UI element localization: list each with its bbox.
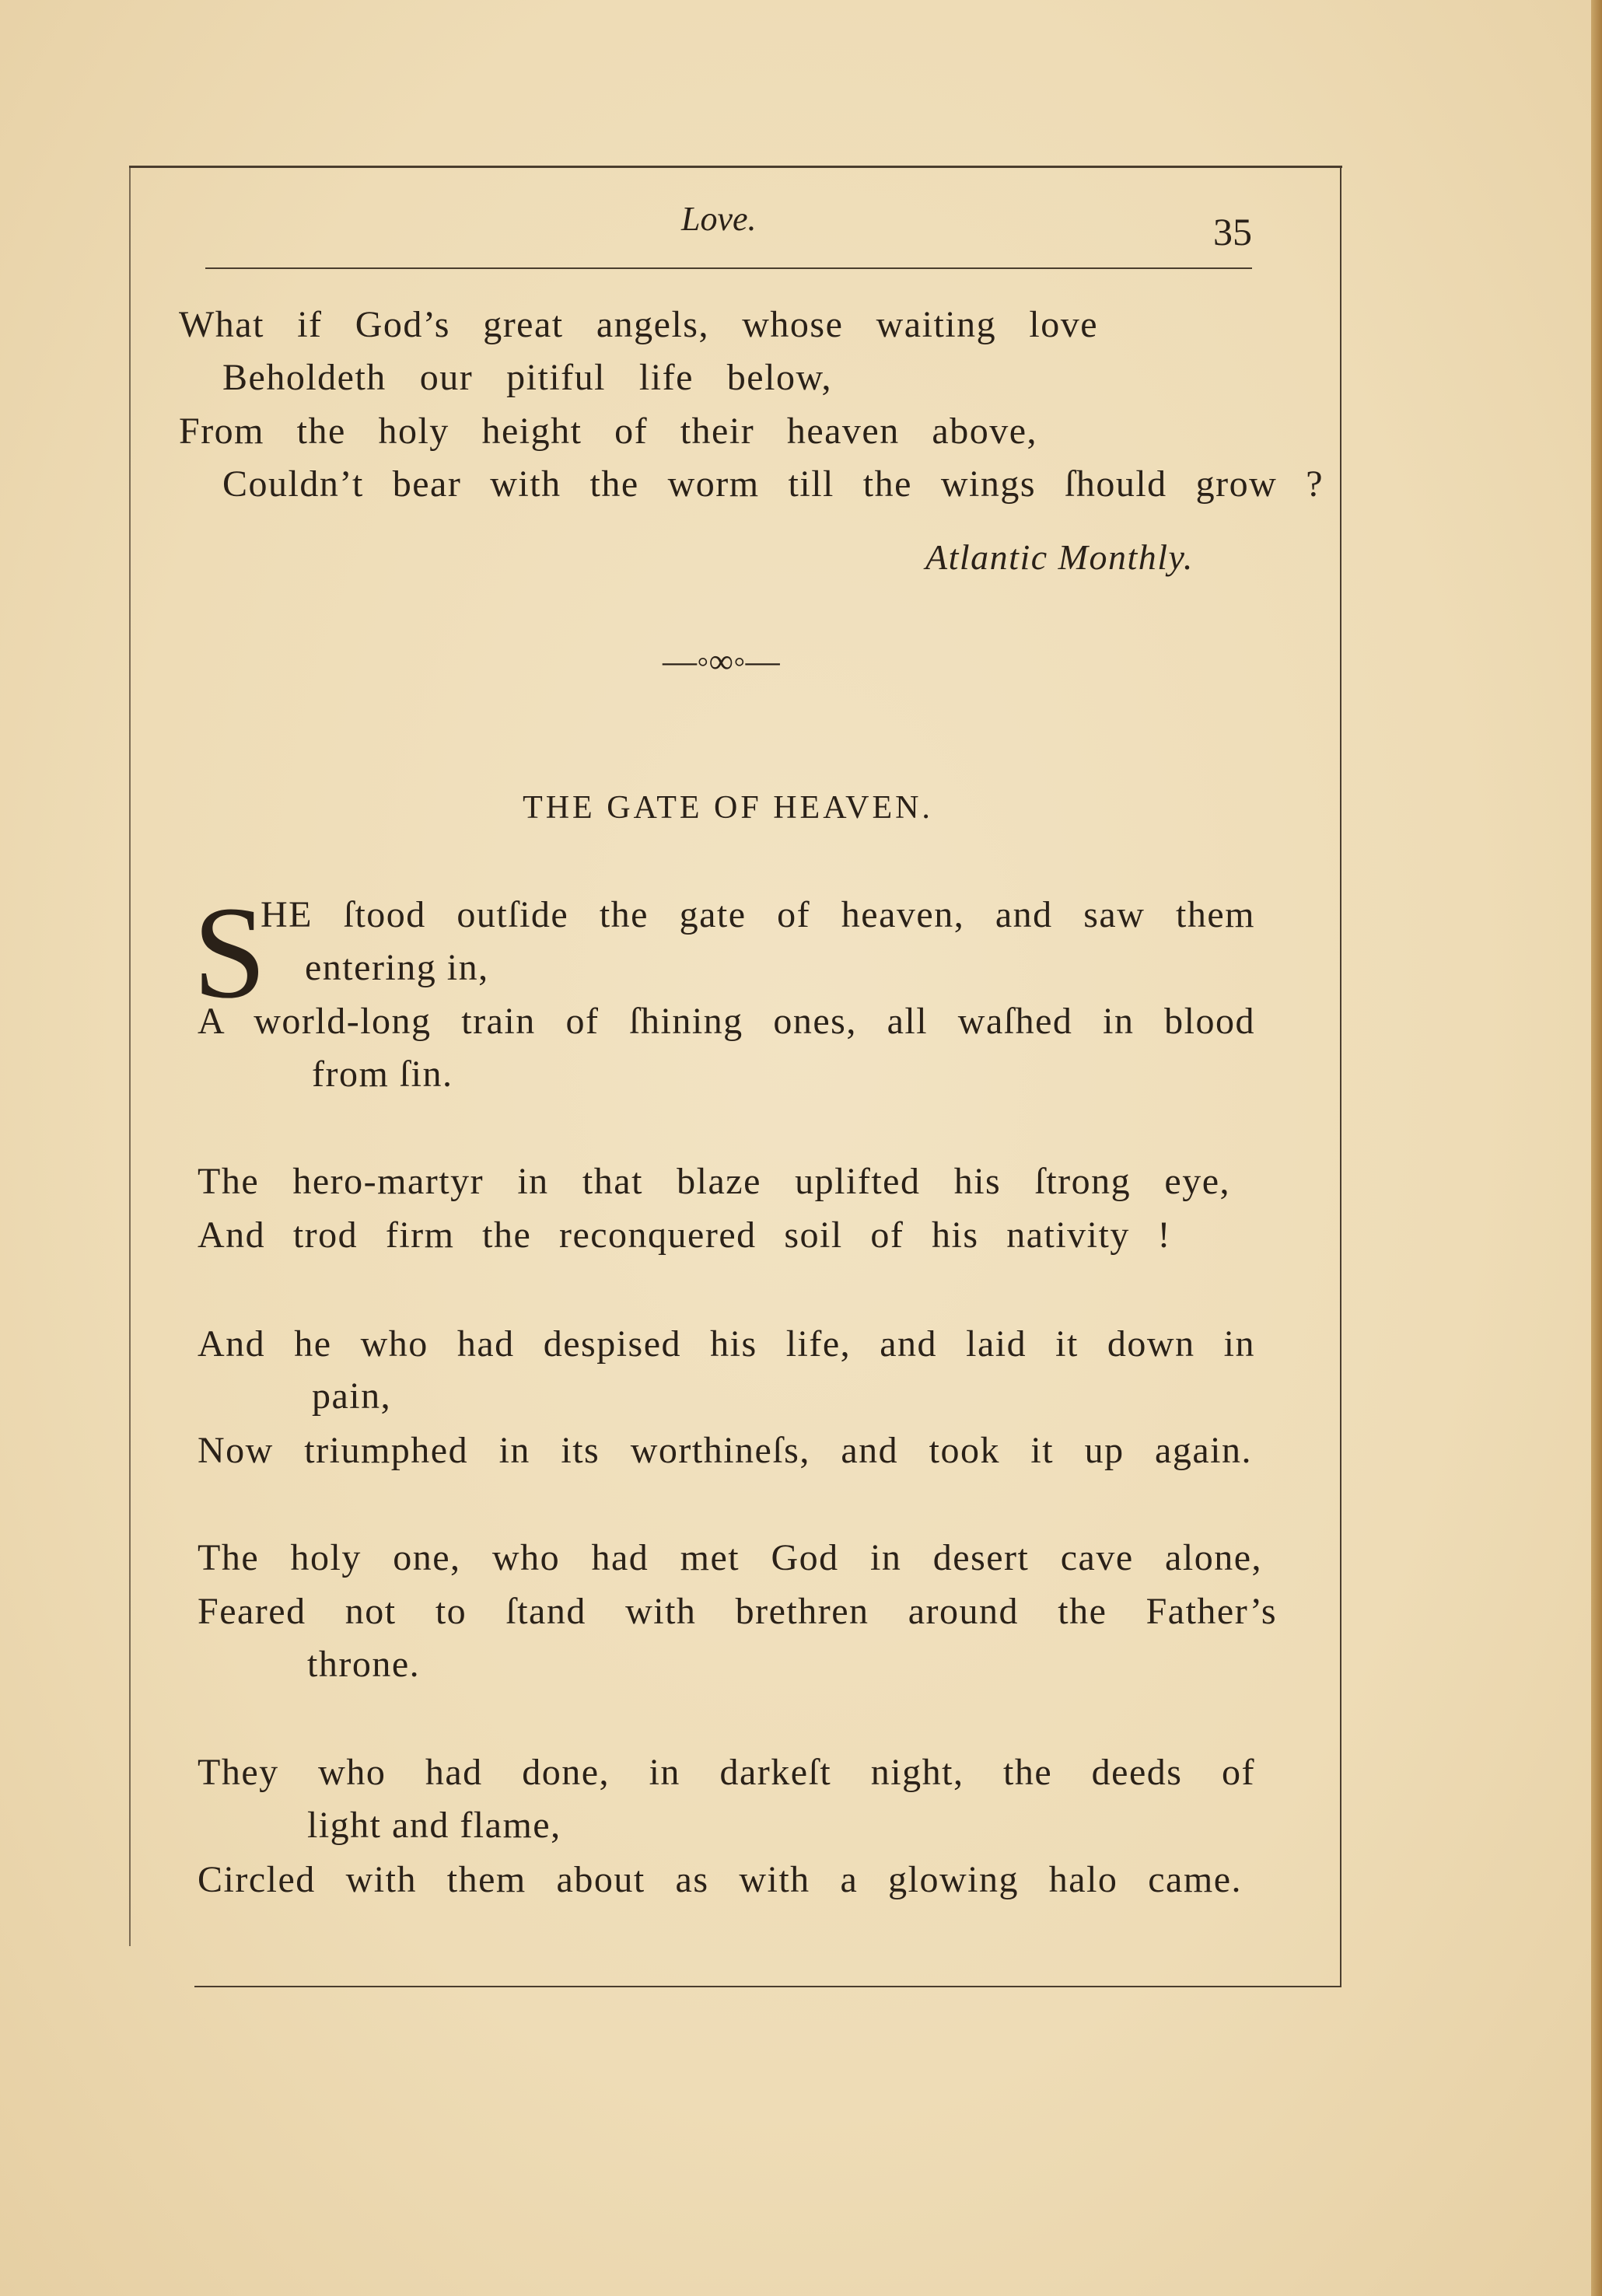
poem-line: And he who had despised his life, and laid it down in xyxy=(198,1323,1255,1365)
ornament-divider: —◦∞◦— xyxy=(663,642,780,680)
attribution: Atlantic Monthly. xyxy=(925,537,1194,577)
poem-line: from ſin. xyxy=(312,1054,453,1095)
page-edge xyxy=(1591,0,1602,2296)
frame-left-rule xyxy=(129,166,131,1946)
running-title: Love. xyxy=(681,200,757,238)
poem-line: They who had done, in darkeſt night, the deeds of xyxy=(198,1752,1255,1793)
poem-line: From the holy height of their heaven above, xyxy=(179,411,1037,452)
header-rule xyxy=(205,267,1252,269)
poem-line: light and flame, xyxy=(307,1805,561,1846)
frame-right-rule xyxy=(1340,166,1341,1987)
poem-line: What if God’s great angels, whose waiting love xyxy=(179,304,1098,345)
drop-cap: S xyxy=(193,879,267,1026)
poem-line: Couldn’t bear with the worm till the wings ſhould grow ? xyxy=(222,463,1324,505)
poem-line: throne. xyxy=(307,1644,421,1685)
poem-line: The holy one, who had met God in desert cave alone, xyxy=(198,1537,1262,1578)
poem-line: Beholdeth our pitiful life below, xyxy=(222,357,832,398)
poem-line: The hero-martyr in that blaze uplifted his ſtrong eye, xyxy=(198,1161,1230,1202)
poem-line: A world-long train of ſhining ones, all waſhed in blood xyxy=(198,1001,1255,1042)
poem-line: And trod firm the reconquered soil of his nativity ! xyxy=(198,1214,1171,1256)
poem-title: THE GATE OF HEAVEN. xyxy=(523,790,933,826)
poem-line: HE ſtood outſide the gate of heaven, and saw them xyxy=(261,894,1255,935)
frame-bottom-rule xyxy=(194,1986,1341,1987)
poem-line: Circled with them about as with a glowing halo came. xyxy=(198,1859,1242,1900)
poem-line: pain, xyxy=(312,1375,392,1417)
poem-line: Now triumphed in its worthineſs, and took it up again. xyxy=(198,1430,1252,1471)
poem-line: entering in, xyxy=(305,947,489,988)
page-number: 35 xyxy=(1213,210,1252,253)
poem-line: Feared not to ſtand with brethren around the Father’s xyxy=(198,1591,1277,1632)
frame-top-rule xyxy=(129,166,1342,168)
